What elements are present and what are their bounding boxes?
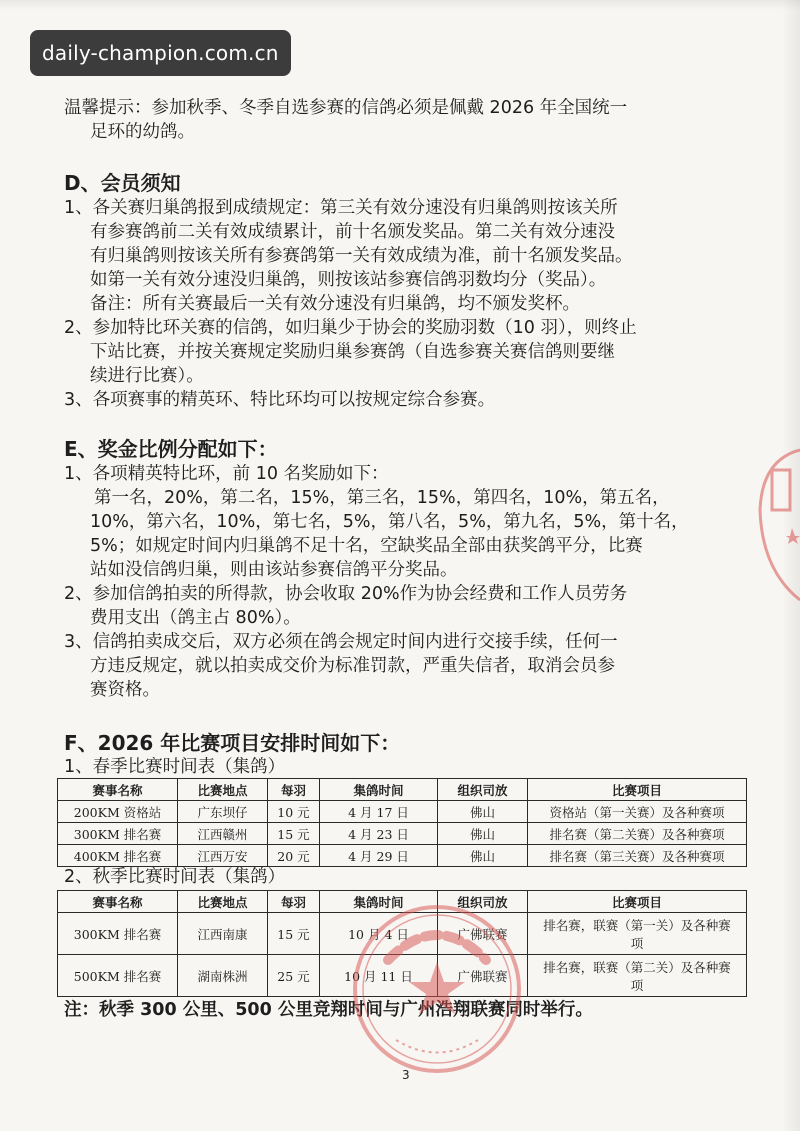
table-cell: 500KM 排名赛	[58, 955, 178, 997]
column-header: 比赛项目	[528, 779, 747, 801]
table-cell: 江西赣州	[178, 823, 268, 845]
table-cell: 10 元	[268, 801, 320, 823]
section-e-line: 站如没信鸽归巢，则由该站参赛信鸽平分奖品。	[90, 560, 458, 580]
tip-block	[64, 96, 764, 144]
section-e-line: 方违反规定，就以拍卖成交价为标准罚款，严重失信者，取消会员参	[90, 656, 615, 676]
table-cell: 江西南康	[178, 913, 268, 955]
table-cell: 佛山	[438, 845, 528, 867]
column-header: 赛事名称	[58, 891, 178, 913]
footnote: 注：秋季 300 公里、500 公里竞翔时间与广州浩翔联赛同时举行。	[64, 1000, 593, 1020]
table-row	[58, 845, 747, 867]
section-d-heading: D、会员须知	[64, 171, 181, 195]
table-cell: 佛山	[438, 801, 528, 823]
table-cell: 广佛联赛	[438, 913, 528, 955]
table-cell: 400KM 排名赛	[58, 845, 178, 867]
section-d-line: 2、参加特比环关赛的信鸽，如归巢少于协会的奖励羽数（10 羽），则终止	[64, 318, 637, 338]
section-d	[64, 170, 764, 412]
table-cell: 广东坝仔	[178, 801, 268, 823]
section-e	[64, 436, 764, 702]
section-e-line: 2、参加信鸽拍卖的所得款，协会收取 20%作为协会经费和工作人员劳务	[64, 584, 628, 604]
table-cell	[528, 913, 747, 955]
tip-line: 温馨提示：参加秋季、冬季自选参赛的信鸽必须是佩戴 2026 年全国统一	[64, 98, 628, 118]
table-cell: 排名赛（第二关赛）及各种赛项	[528, 823, 747, 845]
table-cell: 20 元	[268, 845, 320, 867]
cell-line: 排名赛，联赛（第二关）及各种赛	[543, 959, 731, 975]
table-cell: 资格站（第一关赛）及各种赛项	[528, 801, 747, 823]
table-row	[58, 801, 747, 823]
table-cell: 排名赛（第三关赛）及各种赛项	[528, 845, 747, 867]
section-f	[64, 730, 764, 778]
section-e-line: 赛资格。	[90, 680, 160, 700]
tip-line: 足环的幼鸽。	[90, 122, 195, 142]
column-header: 比赛地点	[178, 779, 268, 801]
table-row	[58, 823, 747, 845]
section-f-heading: F、2026 年比赛项目安排时间如下：	[64, 731, 401, 755]
column-header: 集鸽时间	[320, 779, 438, 801]
association-seal-icon	[348, 900, 526, 1078]
edge-seal-icon	[752, 440, 800, 610]
section-d-line: 备注：所有关赛最后一关有效分速没有归巢鸽，均不颁发奖杯。	[90, 294, 580, 314]
table-cell: 300KM 排名赛	[58, 823, 178, 845]
scan-top-shadow	[0, 0, 800, 10]
section-d-line: 续进行比赛）。	[90, 366, 204, 386]
table-cell: 江西万安	[178, 845, 268, 867]
column-header: 每羽	[268, 779, 320, 801]
column-header: 比赛地点	[178, 891, 268, 913]
spring-schedule-title: 1、春季比赛时间表（集鸽）	[64, 757, 286, 777]
column-header: 集鸽时间	[320, 891, 438, 913]
spring-schedule-table	[57, 778, 747, 867]
section-e-line: 1、各项精英特比环，前 10 名奖励如下：	[64, 464, 389, 484]
table-cell: 200KM 资格站	[58, 801, 178, 823]
section-d-line: 3、各项赛事的精英环、特比环均可以按规定综合参赛。	[64, 390, 496, 410]
section-d-line: 1、各关赛归巢鸽报到成绩规定：第三关有效分速没有归巢鸽则按该关所	[64, 198, 618, 218]
section-d-line: 如第一关有效分速没归巢鸽，则按该站参赛信鸽羽数均分（奖品）。	[90, 270, 607, 290]
table-cell: 15 元	[268, 823, 320, 845]
cell-line: 项	[630, 935, 644, 951]
section-d-line: 有归巢鸽则按该关所有参赛鸽第一关有效成绩为准，前十名颁发奖品。	[90, 246, 633, 266]
column-header: 每羽	[268, 891, 320, 913]
table-cell: 4 月 29 日	[320, 845, 438, 867]
section-e-line: 3、信鸽拍卖成交后，双方必须在鸽会规定时间内进行交接手续，任何一	[64, 632, 618, 652]
section-e-line: 第一名，20%，第二名，15%，第三名，15%，第四名，10%，第五名，	[94, 488, 670, 508]
table-cell: 4 月 23 日	[320, 823, 438, 845]
cell-line: 排名赛，联赛（第一关）及各种赛	[543, 917, 731, 933]
section-e-heading: E、奖金比例分配如下：	[64, 437, 278, 461]
table-cell: 广佛联赛	[438, 955, 528, 997]
page-number: 3	[402, 1068, 410, 1082]
section-e-line: 10%，第六名，10%，第七名，5%，第八名，5%，第九名，5%，第十名，	[90, 512, 689, 532]
table-cell: 10 月 4 日	[320, 913, 438, 955]
autumn-title-block	[64, 866, 764, 888]
table-header-row	[58, 779, 747, 801]
table-cell: 300KM 排名赛	[58, 913, 178, 955]
section-e-line: 费用支出（鸽主占 80%）。	[90, 608, 301, 628]
section-d-line: 下站比赛，并按关赛规定奖励归巢参赛鸽（自选参赛关赛信鸽则要继	[90, 342, 615, 362]
table-cell: 10 月 11 日	[320, 955, 438, 997]
cell-line: 项	[630, 977, 644, 993]
section-d-line: 有参赛鸽前二关有效成绩累计，前十名颁发奖品。第二关有效分速没	[90, 222, 615, 242]
table-cell: 15 元	[268, 913, 320, 955]
column-header: 组织司放	[438, 779, 528, 801]
column-header: 比赛项目	[528, 891, 747, 913]
table-cell: 4 月 17 日	[320, 801, 438, 823]
table-cell: 湖南株洲	[178, 955, 268, 997]
table-cell: 佛山	[438, 823, 528, 845]
section-e-line: 5%；如规定时间内归巢鸽不足十名，空缺奖品全部由获奖鸽平分，比赛	[90, 536, 643, 556]
column-header: 组织司放	[438, 891, 528, 913]
autumn-schedule-title: 2、秋季比赛时间表（集鸽）	[64, 867, 286, 887]
column-header: 赛事名称	[58, 779, 178, 801]
table-cell: 25 元	[268, 955, 320, 997]
table-cell	[528, 955, 747, 997]
site-watermark: daily-champion.com.cn	[30, 30, 291, 76]
